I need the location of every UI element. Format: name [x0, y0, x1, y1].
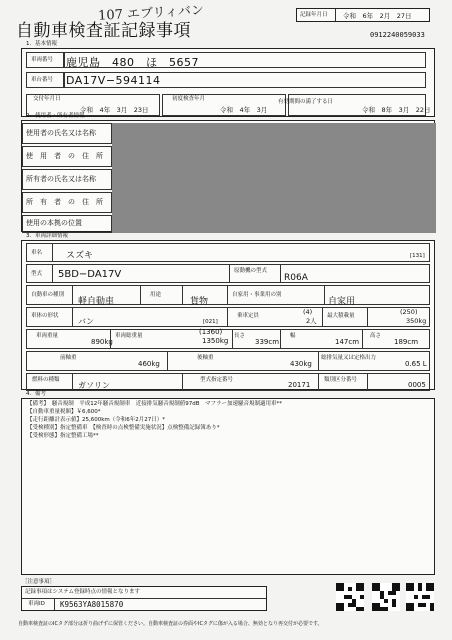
- type-label: 自動車の種別: [31, 292, 65, 298]
- chassis-label: 車台番号: [31, 77, 54, 83]
- reg-number-value: 鹿児島 480 ほ 5657: [66, 56, 199, 69]
- issue-date-value: 令和 4年 3月 23日: [80, 106, 149, 114]
- gross-weight-alt: (1360): [199, 328, 223, 336]
- category-value: 0005: [408, 381, 426, 389]
- owner-address-label: 所 有 者 の 住 所: [26, 198, 103, 206]
- section4-remarks: [21, 398, 435, 575]
- remark-line-3: 【走行距離計表示値】25,600km（令和6年2月27日）*: [27, 417, 166, 423]
- base-location-label: 使用の本拠の位置: [26, 219, 82, 227]
- owner-name-label: 所有者の氏名又は名称: [26, 175, 96, 183]
- section1-basic-info: [21, 48, 435, 117]
- bottom-note: 自動車検査証のICタグ部分は折り曲げずに保管ください。自動車検査証の券面やICタグに傷が入る場合、無効となり再交付が必要です。: [18, 621, 323, 627]
- business-label: 自家用・事業用の別: [232, 292, 282, 298]
- make-code: [131]: [410, 253, 425, 259]
- expiry-value: 令和 8年 3月 22日: [362, 106, 431, 114]
- document-number: 0912240059033: [370, 31, 425, 39]
- vehicle-id-label: 車両ID: [28, 601, 45, 607]
- remark-line-2: 【自動車重量税額】￥6,600*: [27, 409, 101, 415]
- make-value: スズキ: [66, 251, 94, 261]
- use-label: 用途: [150, 292, 162, 298]
- body-code: [021]: [203, 319, 218, 325]
- business-value: 自家用: [328, 297, 356, 307]
- max-load-label: 最大積載量: [327, 313, 355, 319]
- height-value: 189cm: [394, 338, 419, 346]
- vehicle-id-value: K9563YA8015870: [60, 600, 124, 609]
- body-label: 車体の形状: [31, 313, 59, 319]
- chassis-value: DA17V−594114: [66, 74, 161, 87]
- max-load-alt: (250): [400, 308, 418, 316]
- qr-code-left: [336, 583, 364, 611]
- gross-weight-value: 1350kg: [202, 337, 229, 345]
- displacement-label: 総排気量又は定格出力: [321, 355, 377, 361]
- max-load-value: 350kg: [406, 317, 427, 325]
- first-reg-value: 令和 4年 3月: [220, 106, 268, 114]
- capacity-value: 2人: [306, 317, 317, 325]
- engine-label: 原動機の型式: [234, 268, 268, 274]
- category-label: 類別区分番号: [324, 377, 358, 383]
- length-value: 339cm: [255, 338, 280, 346]
- body-value: バン: [78, 317, 94, 326]
- section4-title: 4．備考: [26, 391, 46, 397]
- section3-vehicle-info: [21, 240, 435, 390]
- user-name-label: 使用者の氏名又は名称: [26, 129, 96, 137]
- user-address-label: 使 用 者 の 住 所: [26, 152, 103, 160]
- section3-title: 3．車両詳細情報: [26, 233, 68, 239]
- front-axle-label: 前軸重: [60, 355, 77, 361]
- displacement-value: 0.65 L: [405, 360, 427, 368]
- issue-date-label: 交付年月日: [33, 96, 61, 102]
- handwritten-note: 107 エブリィバン: [97, 3, 205, 24]
- remark-line-4: 【受検種別】指定整備車 【検査時の点検整備実施状況】点検整備記録簿あり*: [27, 425, 220, 431]
- fuel-value: ガソリン: [78, 381, 110, 390]
- fuel-label: 燃料の種類: [32, 377, 60, 383]
- model-label: 型式: [31, 271, 43, 277]
- rear-axle-value: 430kg: [290, 360, 312, 368]
- remark-line-1: 【備考】 騒音規制 平成12年騒音規制車 近接排気騒音規制値97dB マフラー加速騒音規制適用車**: [27, 401, 283, 407]
- reg-number-label: 車両番号: [31, 57, 54, 63]
- expiry-label: 有効期間の満了する日: [278, 99, 334, 105]
- section2-owner-info: [21, 120, 435, 232]
- use-value: 貨物: [190, 297, 209, 307]
- section2-title: 2．使用者・所有者情報: [26, 113, 85, 119]
- record-date-box: [296, 8, 430, 22]
- capacity-alt: (4): [303, 308, 313, 316]
- notice-box: [21, 586, 267, 611]
- qr-code-right: [406, 583, 434, 611]
- redacted-block: [112, 123, 436, 233]
- engine-value: R06A: [284, 273, 308, 283]
- width-label: 幅: [290, 333, 296, 339]
- rear-axle-label: 後軸重: [197, 355, 214, 361]
- first-reg-label: 初度検査年月: [172, 96, 206, 102]
- make-label: 車名: [31, 250, 43, 256]
- page-title: 自動車検査証記録事項: [16, 21, 191, 41]
- width-value: 147cm: [335, 338, 360, 346]
- height-label: 高さ: [370, 333, 382, 339]
- length-label: 長さ: [234, 333, 246, 339]
- notice-title: ［注意事項］: [22, 579, 56, 585]
- front-axle-value: 460kg: [138, 360, 160, 368]
- weight-value: 890kg: [91, 338, 113, 346]
- remark-line-5: 【受検形態】指定整備工場**: [27, 433, 99, 439]
- capacity-label: 乗車定員: [237, 313, 260, 319]
- gross-weight-label: 車両総重量: [115, 333, 143, 339]
- section1-title: 1．基本情報: [26, 41, 57, 47]
- notice-text: 記録事項はシステム登録時点の情報となります: [25, 589, 140, 595]
- weight-label: 車両重量: [36, 333, 59, 339]
- record-date-label: 記録年月日: [300, 12, 328, 18]
- model-value: 5BD−DA17V: [58, 269, 122, 280]
- qr-code-middle: [372, 583, 400, 611]
- record-date-value: 令和 6年 2月 27日: [343, 12, 412, 20]
- type-value: 軽自動車: [78, 297, 115, 307]
- type-approval-value: 20171: [288, 381, 311, 389]
- type-approval-label: 型式指定番号: [200, 377, 234, 383]
